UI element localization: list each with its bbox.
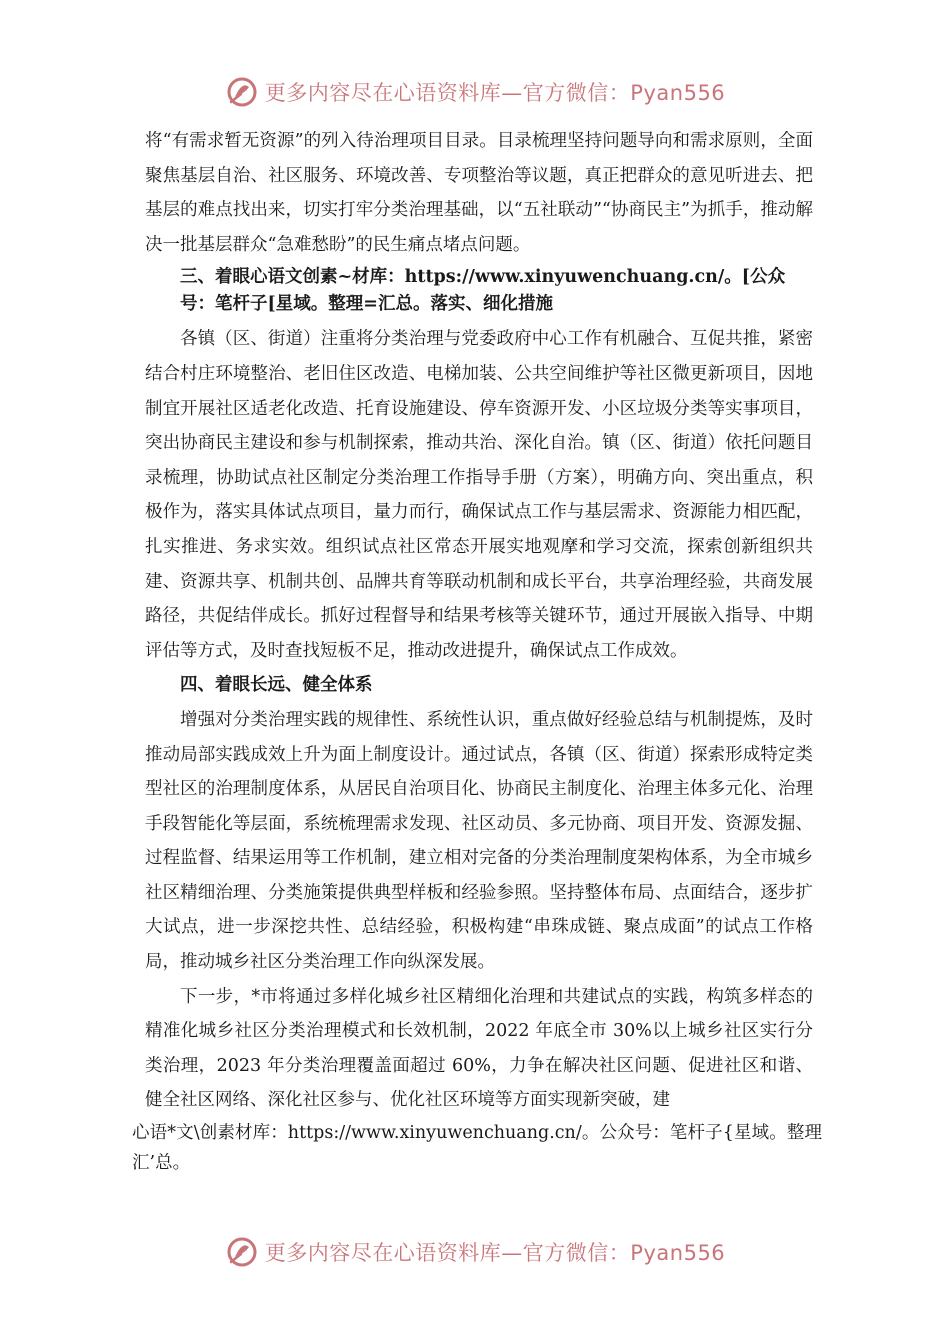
logo-icon (225, 1235, 259, 1269)
header-banner (0, 72, 950, 112)
logo-icon (225, 75, 259, 109)
section-heading-4: 四、着眼长远、健全体系 (180, 675, 373, 696)
document-body (132, 124, 822, 1178)
banner-text: 更多内容尽在心语资料库—官方微信：Pyan556 (264, 1241, 726, 1265)
paragraph-3: 增强对分类治理实践的规律性、系统性认识，重点做好经验总结与机制提炼，及时推动局部实践成效上升为面上制度设计。通过试点，各镇（区、街道）探索形成特定类型社区的治理制度体系，从居民自治项目化、协商民主制度化、治理主体多元化、治理手段智能化等层面，系统梳理需求发现、社区动员、多元协商、项目开发、资源发掘、过程监督、结果运用等工作机制，建立相对完备的分类治理制度架构体系，为全市城乡社区精细治理、分类施策提供典型样板和经验参照。坚持整体布局、点面结合，逐步扩大试点，进一步深挖共性、总结经验，积极构建“串珠成链、聚点成面”的试点工作格局，推动城乡社区分类治理工作向纵深发展。 (145, 709, 813, 973)
paragraph-4: 下一步，*市将通过多样化城乡社区精细化治理和共建试点的实践，构筑多样态的精准化城乡社区分类治理模式和长效机制，2022 年底全市 30%以上城乡社区实行分类治理，2023 年分类治理覆盖面超过 60%，力争在解决社区问题、促进社区和谐、健全社区网络、深化社区参与、优化社区环境等方面实现新突破，建 (145, 986, 813, 1111)
section-heading-3: 三、着眼心语文创素~材库：https://www.xinyuwenchuang.cn/。[公众号：笔杆子[星域。整理=汇总。落实、细化措施 (180, 267, 786, 315)
footer-banner (0, 1232, 950, 1272)
banner-text: 更多内容尽在心语资料库—官方微信：Pyan556 (264, 81, 726, 105)
paragraph-1: 将“有需求暂无资源”的列入待治理项目目录。目录梳理坚持问题导向和需求原则，全面聚焦基层自治、社区服务、环境改善、专项整治等议题，真正把群众的意见听进去、把基层的难点找出来，切实打牢分类治理基础，以“五社联动”“协商民主”为抓手，推动解决一批基层群众“急难愁盼”的民生痛点堵点问题。 (145, 131, 813, 255)
paragraph-2: 各镇（区、街道）注重将分类治理与党委政府中心工作有机融合、互促共推，紧密结合村庄环境整治、老旧住区改造、电梯加装、公共空间维护等社区微更新项目，因地制宜开展社区适老化改造、托育设施建设、停车资源开发、小区垃圾分类等实事项目，突出协商民主建设和参与机制探索，推动共治、深化自治。镇（区、街道）依托问题目录梳理，协助试点社区制定分类治理工作指导手册（方案），明确方向、突出重点，积极作为，落实具体试点项目，量力而行，确保试点工作与基层需求、资源能力相匹配，扎实推进、务求实效。组织试点社区常态开展实地观摩和学习交流，探索创新组织共建、资源共享、机制共创、品牌共育等联动机制和成长平台，共享治理经验，共商发展路径，共促结伴成长。抓好过程督导和结果考核等关键环节，通过开展嵌入指导、中期评估等方式，及时查找短板不足，推动改进提升，确保试点工作成效。 (145, 329, 813, 661)
source-note: 心语*文\创素材库：https://www.xinyuwenchuang.cn/。公众号：笔杆子{星域。整理汇’总。 (132, 1123, 822, 1174)
